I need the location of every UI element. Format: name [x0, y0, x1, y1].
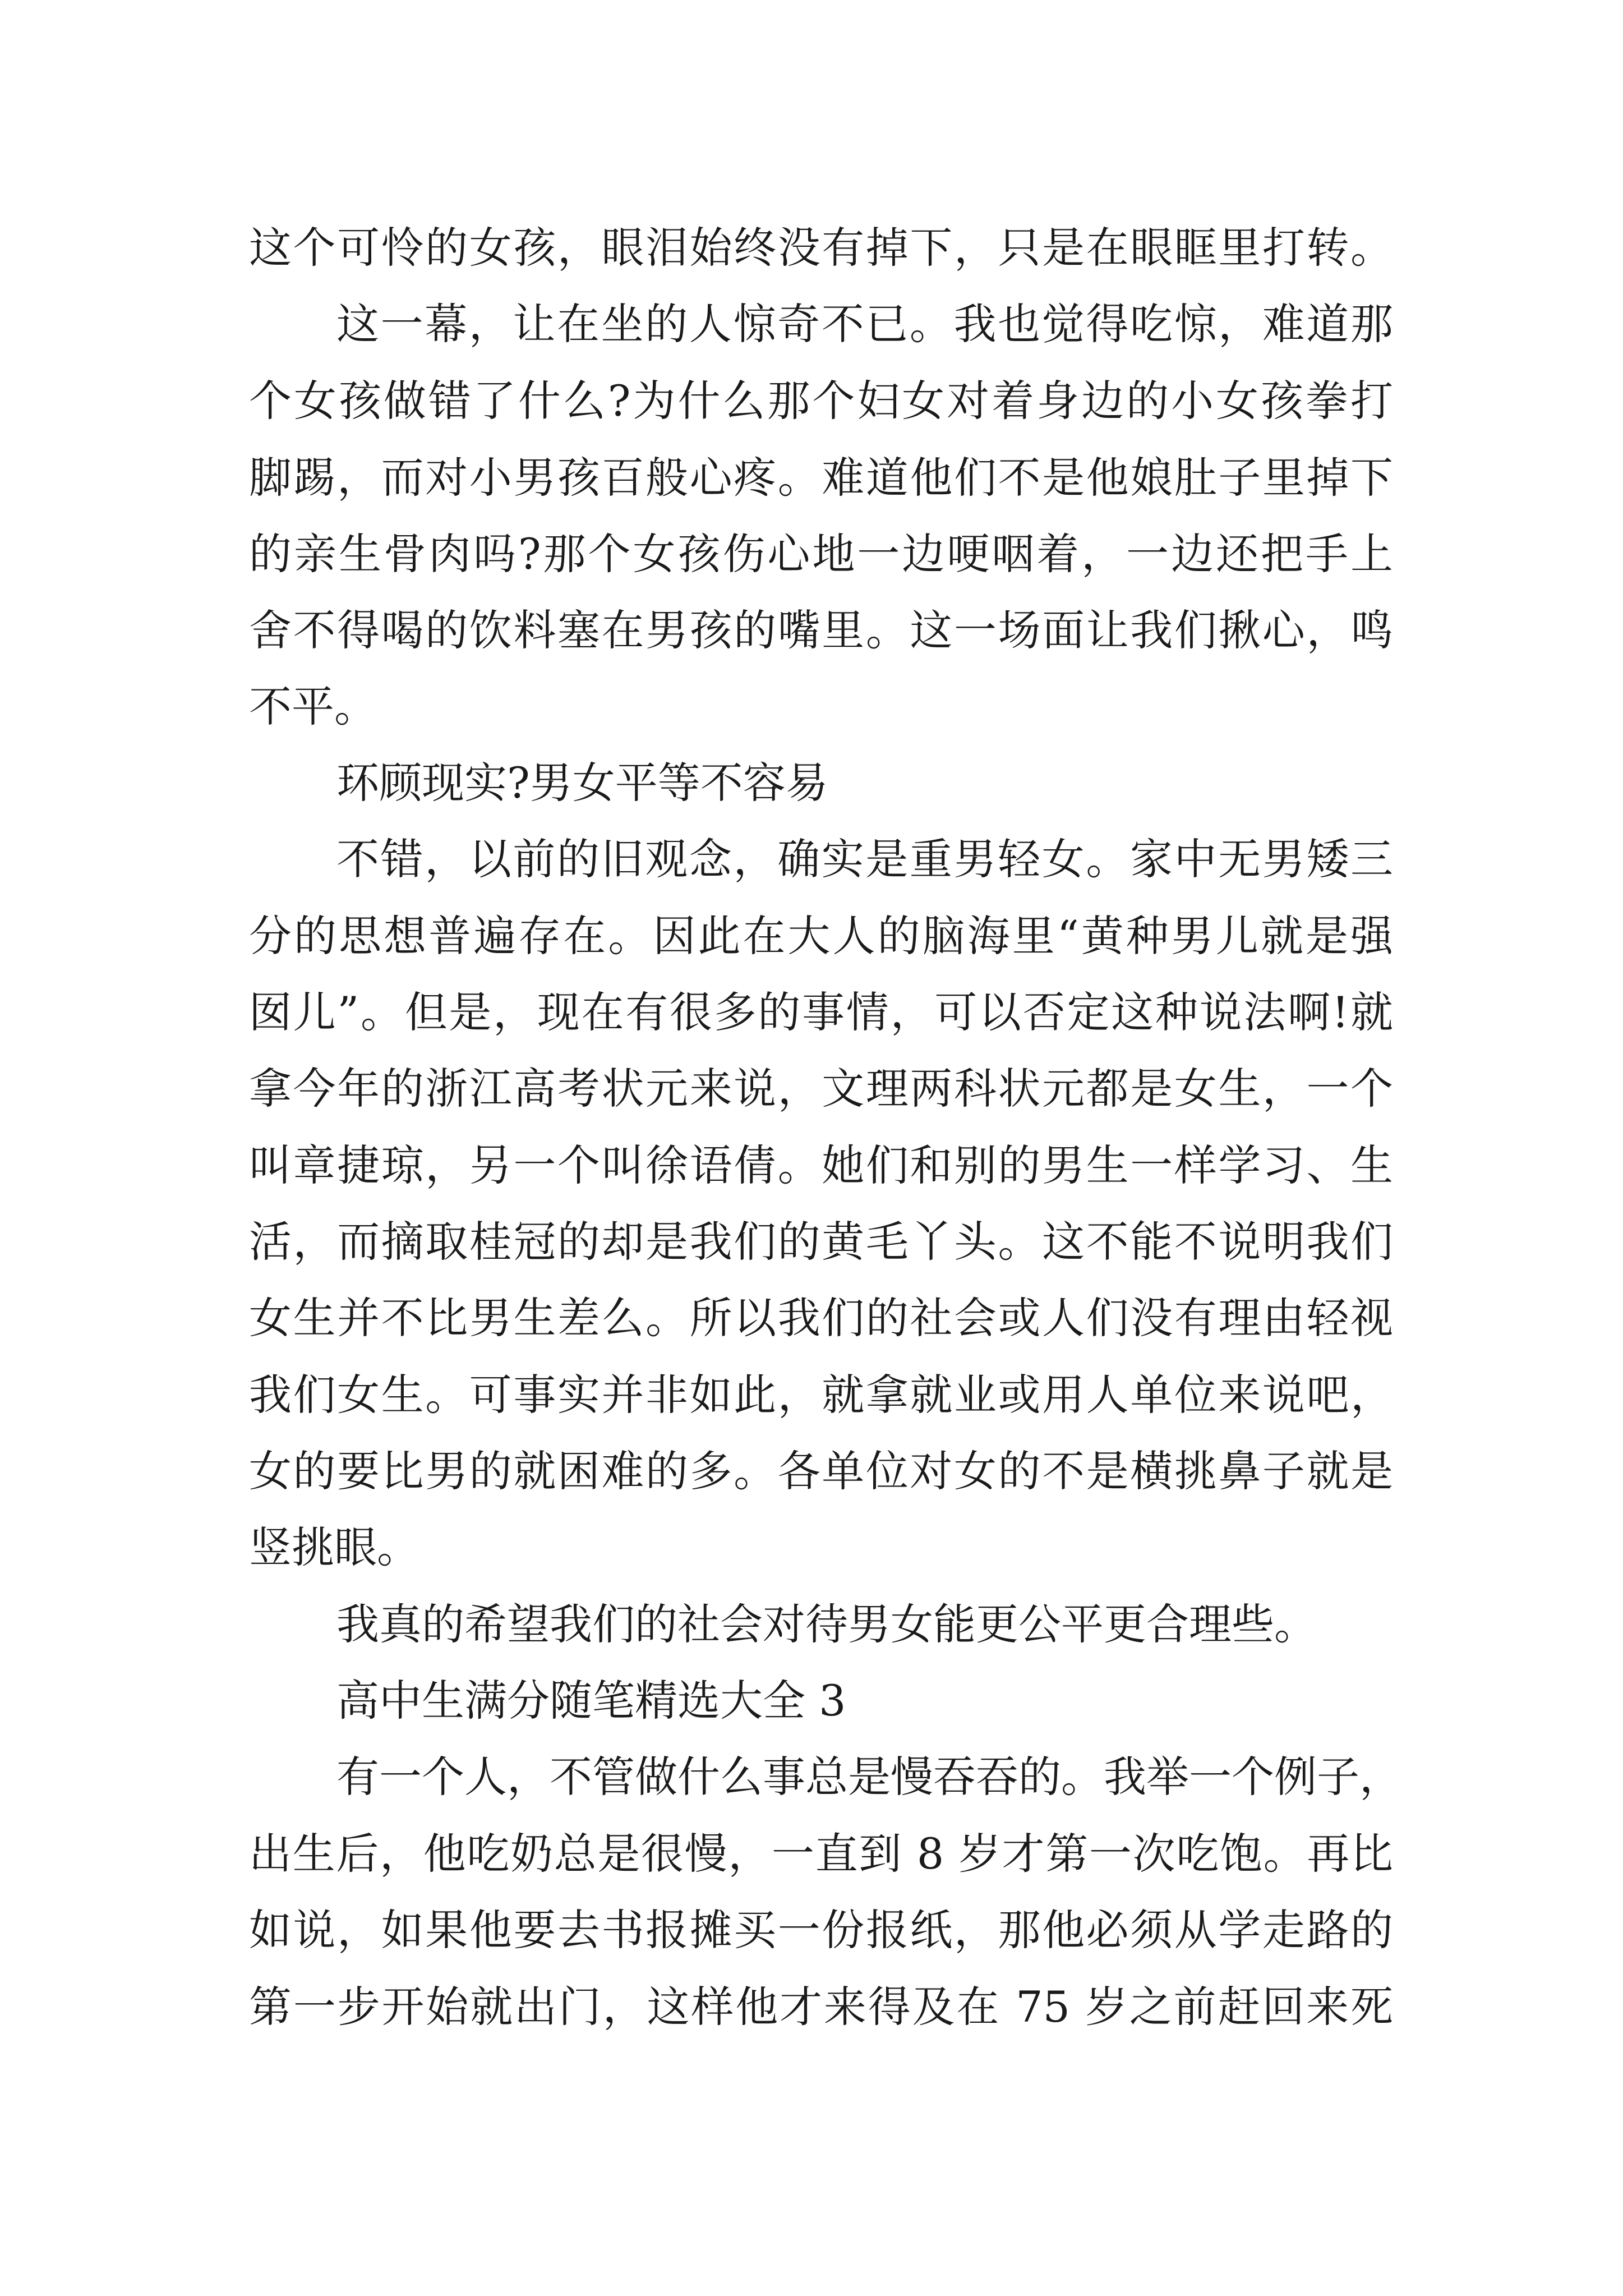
text-line: 不平。: [249, 682, 377, 731]
text-line: 出生后，他吃奶总是很慢，一直到 8 岁才第一次吃饱。再比: [249, 1829, 1393, 1879]
text-line: 脚踢，而对小男孩百般心疼。难道他们不是他娘肚子里掉下: [249, 453, 1393, 503]
text-line: 的亲生骨肉吗?那个女孩伤心地一边哽咽着，一边还把手上: [249, 529, 1393, 579]
text-line: 拿今年的浙江高考状元来说，文理两科状元都是女生，一个: [249, 1064, 1393, 1114]
text-line: 分的思想普遍存在。因此在大人的脑海里“黄种男儿就是强: [249, 911, 1393, 961]
text-line: 活，而摘取桂冠的却是我们的黄毛丫头。这不能不说明我们: [249, 1217, 1393, 1267]
text-line: 这个可怜的女孩，眼泪始终没有掉下，只是在眼眶里打转。: [249, 223, 1393, 273]
text-line: 这一幕，让在坐的人惊奇不已。我也觉得吃惊，难道那: [336, 299, 1393, 349]
text-line: 竖挑眼。: [249, 1522, 419, 1572]
text-line: 不错，以前的旧观念，确实是重男轻女。家中无男矮三: [336, 834, 1393, 884]
text-line: 第一步开始就出门，这样他才来得及在 75 岁之前赶回来死: [249, 1982, 1393, 2032]
section-heading: 高中生满分随笔精选大全 3: [336, 1676, 846, 1726]
text-line: 个女孩做错了什么?为什么那个妇女对着身边的小女孩拳打: [249, 376, 1393, 426]
text-line: 如说，如果他要去书报摊买一份报纸，那他必须从学走路的: [249, 1905, 1393, 1955]
text-line: 叫章捷琼，另一个叫徐语倩。她们和别的男生一样学习、生: [249, 1140, 1393, 1190]
text-line: 有一个人，不管做什么事总是慢吞吞的。我举一个例子，: [336, 1752, 1402, 1802]
section-heading: 环顾现实?男女平等不容易: [336, 758, 828, 808]
text-line: 我们女生。可事实并非如此，就拿就业或用人单位来说吧，: [249, 1370, 1393, 1420]
text-line: 女的要比男的就困难的多。各单位对女的不是横挑鼻子就是: [249, 1446, 1393, 1496]
text-line: 囡儿”。但是，现在有很多的事情，可以否定这种说法啊!就: [249, 987, 1393, 1037]
text-line: 女生并不比男生差么。所以我们的社会或人们没有理由轻视: [249, 1293, 1393, 1343]
text-line: 舍不得喝的饮料塞在男孩的嘴里。这一场面让我们揪心，鸣: [249, 605, 1393, 655]
text-line: 我真的希望我们的社会对待男女能更公平更合理些。: [336, 1599, 1317, 1649]
